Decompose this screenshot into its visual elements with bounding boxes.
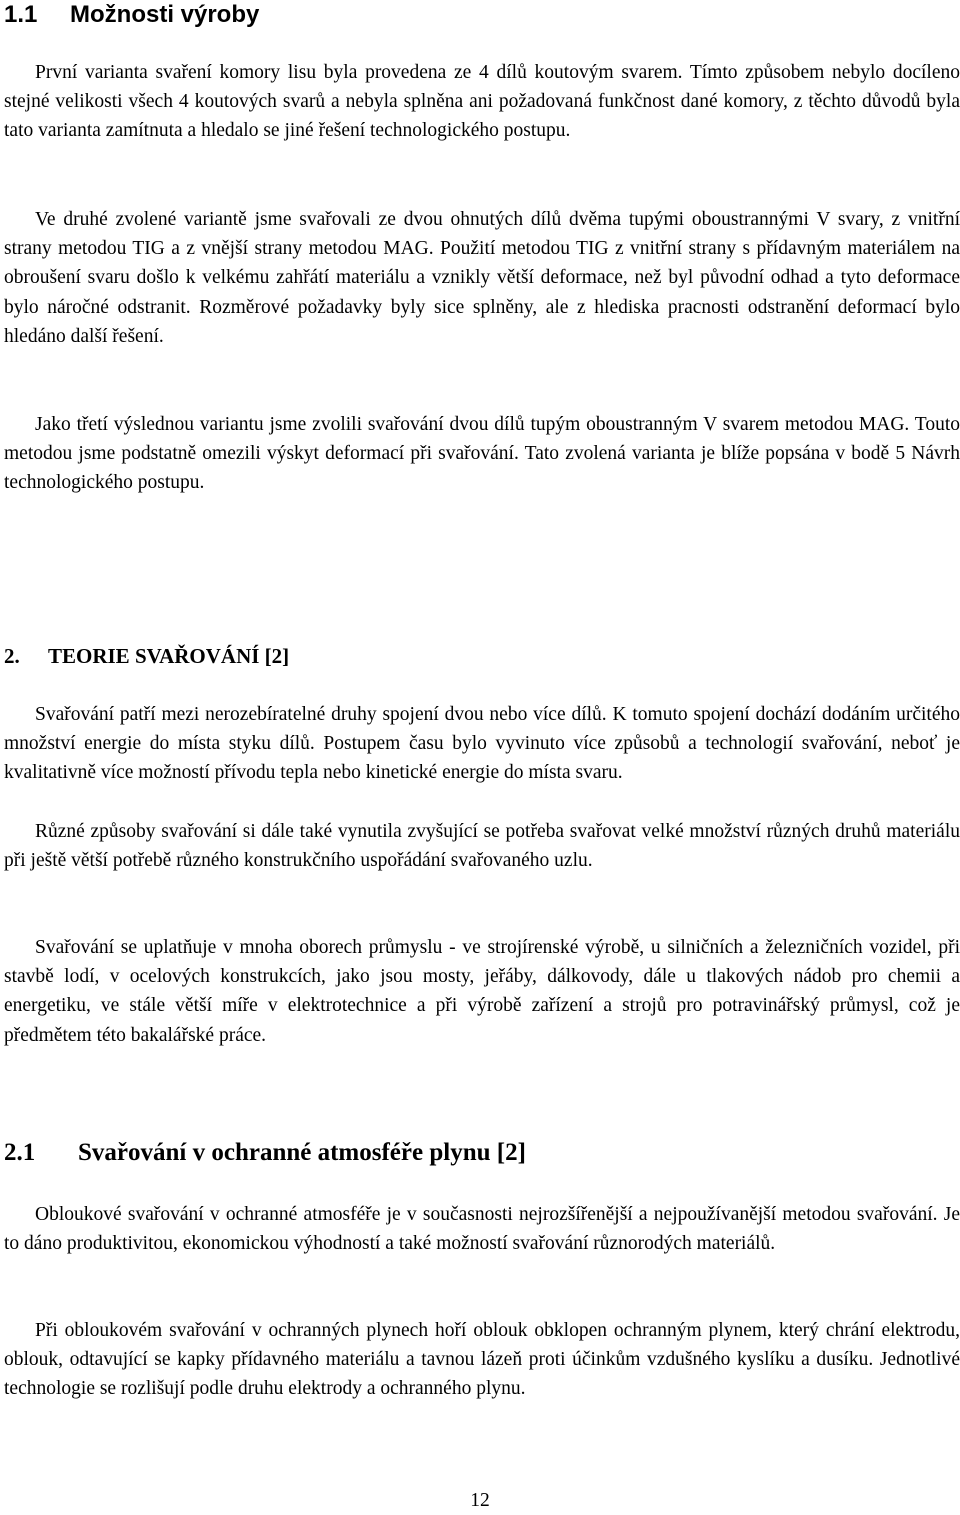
section-number: 2.1 bbox=[4, 1139, 36, 1166]
section-number: 1.1 bbox=[4, 1, 38, 28]
section-title: Možnosti výroby bbox=[70, 1, 260, 28]
section-title: Svařování v ochranné atmosféře plynu [2] bbox=[78, 1139, 526, 1166]
chapter-number: 2. bbox=[4, 644, 20, 668]
page-number: 12 bbox=[470, 1490, 490, 1511]
paragraph-second-variant: Ve druhé zvolené variantě jsme svařovali ze dvou ohnutých dílů dvěma tupými oboustrannými V svary, z vnitřní strany metodou TIG a z vnější strany metodou MAG. Použití metodou TIG z vnitřní strany s přídavným materiálem na obroušení svaru došlo k velkému zahřátí materiálu a vznikly větší deformace, než byl původní odhad a tyto deformace bylo náročné odstranit. Rozměrové požadavky byly sice splněny, ale z hlediska pracnosti odstranění deformací bylo hledáno další řešení. bbox=[4, 209, 960, 347]
paragraph-welding-methods: Různé způsoby svařování si dále také vynutila zvyšující se potřeba svařovat velké množství různých druhů materiálu při ještě větší potřebě různého konstrukčního uspořádání svařovaného uzlu. bbox=[4, 821, 960, 872]
paragraph-third-variant: Jako třetí výslednou variantu jsme zvolili svařování dvou dílů tupým oboustranným V svarem metodou MAG. Touto metodou jsme podstatně omezili výskyt deformací při svařování. Tato zvolená varianta je blíže popsána v bodě 5 Návrh technologického postupu. bbox=[4, 414, 960, 494]
paragraph-first-variant: První varianta svaření komory lisu byla provedena ze 4 dílů koutovým svarem. Tímto způsobem nebylo docíleno stejné velikosti všech 4 koutových svarů a nebyla splněna ani požadovaná funkčnost dané komory, z těchto důvodů byla tato varianta zamítnuta a hledalo se jiné řešení technologického postupu. bbox=[4, 62, 960, 142]
section-heading-1-1 bbox=[4, 0, 259, 30]
paragraph-arc-welding: Obloukové svařování v ochranné atmosféře je v současnosti nejrozšířenější a nejpoužívanější metodou svařování. Je to dáno produktivitou, ekonomickou výhodností a také možností svařování různorodých materiálů. bbox=[4, 1204, 960, 1255]
paragraph-shielding-gas: Při obloukovém svařování v ochranných plynech hoří oblouk obklopen ochranným plynem, který chrání elektrodu, oblouk, odtavující se kapky přídavného materiálu a tavnou lázeň proti účinkům vzdušného kyslíku a dusíku. Jednotlivé technologie se rozlišují podle druhu elektrody a ochranného plynu. bbox=[4, 1320, 960, 1400]
section-heading-2-1 bbox=[4, 1137, 526, 1169]
paragraph-welding-definition: Svařování patří mezi nerozebíratelné druhy spojení dvou nebo více dílů. K tomuto spojení dochází dodáním určitého množství energie do místa styku dílů. Postupem času bylo vyvinuto více způsobů a technologií svařování, neboť je kvalitativně více možností přívodu tepla nebo kinetické energie do místa svaru. bbox=[4, 704, 960, 784]
paragraph-welding-applications: Svařování se uplatňuje v mnoha oborech průmyslu - ve strojírenské výrobě, u silničních a železničních vozidel, při stavbě lodí, v ocelových konstrukcích, jako jsou mosty, jeřáby, dálkovody, dále u tlakových nádob pro chemii a energetiku, ve stále větší míře v elektrotechnice a při výrobě zařízení a strojů pro potravinářský průmysl, což je předmětem této bakalářské práce. bbox=[4, 937, 960, 1046]
chapter-heading-2 bbox=[4, 642, 289, 670]
chapter-title: TEORIE SVAŘOVÁNÍ [2] bbox=[48, 644, 290, 668]
